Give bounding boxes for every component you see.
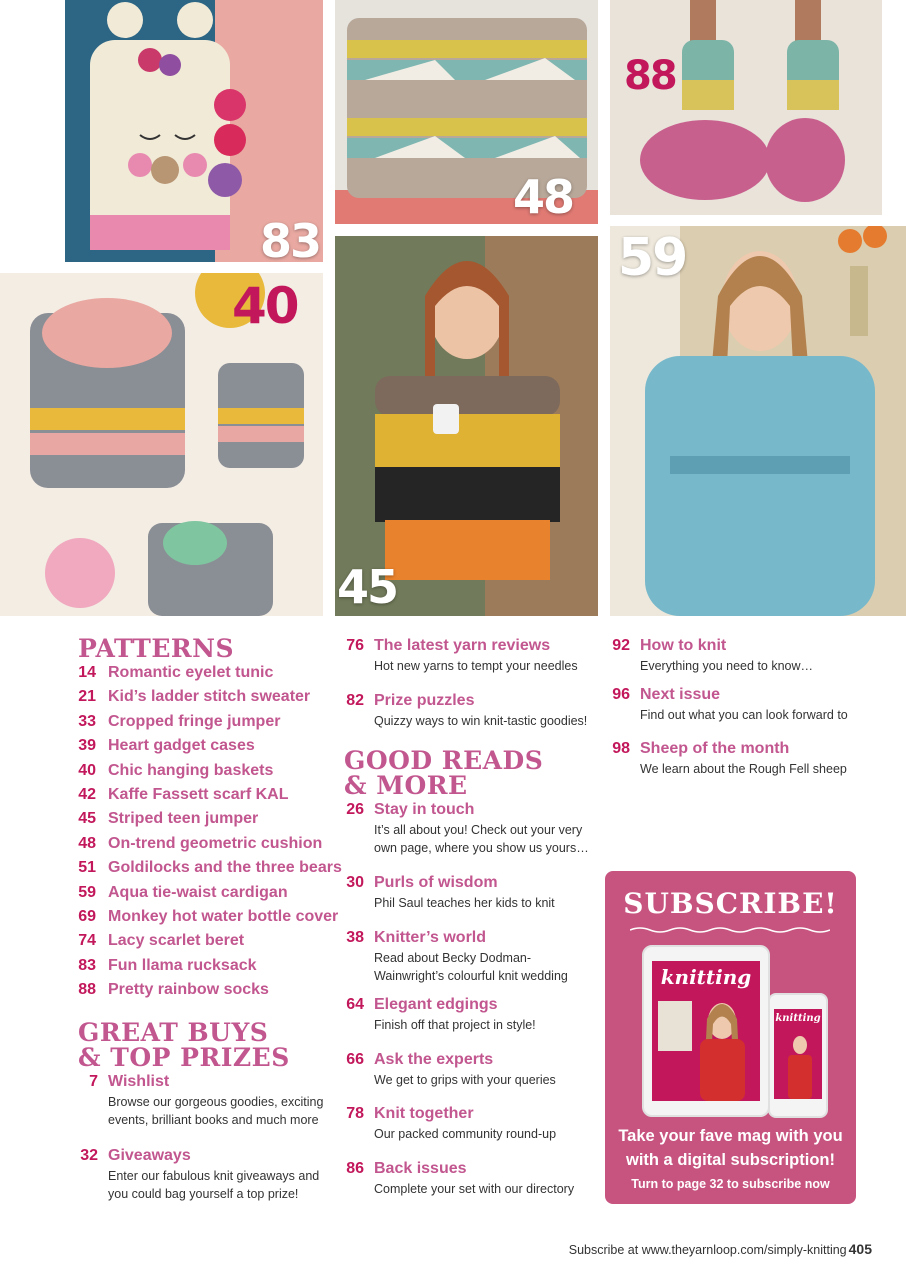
entry-title: Giveaways: [108, 1147, 191, 1164]
great-buys-heading: [78, 1020, 290, 1070]
page-number-badge: 48: [513, 170, 574, 224]
middle-entry[interactable]: [338, 692, 587, 730]
page-number-badge: 88: [624, 53, 676, 99]
entry-description: [374, 821, 589, 857]
entry-description-line: Browse our gorgeous goodies, exciting: [108, 1095, 324, 1109]
entry-title: Next issue: [640, 686, 721, 703]
entry-page-number: 76: [346, 637, 364, 654]
pattern-page-number: 45: [78, 810, 96, 828]
entry-description: [108, 1167, 319, 1203]
pattern-title: Lacy scarlet beret: [108, 932, 245, 950]
pattern-item[interactable]: [72, 810, 342, 834]
entry-page-number: 64: [346, 996, 364, 1013]
right-column-entry[interactable]: [604, 637, 813, 675]
entry-description-line: events, brilliant books and much more: [108, 1113, 319, 1127]
pattern-item[interactable]: [72, 688, 342, 712]
pattern-title: Pretty rainbow socks: [108, 981, 269, 999]
entry-title: How to knit: [640, 637, 727, 654]
great-buys-entry[interactable]: [72, 1073, 323, 1129]
pattern-page-number: 74: [78, 932, 96, 950]
photo-hanging-baskets: [0, 273, 323, 616]
entry-page-number: 98: [612, 740, 630, 757]
entry-description: [108, 1093, 323, 1129]
pattern-page-number: 88: [78, 981, 96, 999]
entry-title: Sheep of the month: [640, 740, 790, 757]
pattern-title: Fun llama rucksack: [108, 956, 257, 974]
phone-screen: [774, 1009, 822, 1099]
pattern-title: Aqua tie-waist cardigan: [108, 883, 288, 901]
entry-page-number: 32: [80, 1147, 98, 1164]
entry-page-number: 66: [346, 1051, 364, 1068]
right-column-entry[interactable]: [604, 740, 847, 778]
pattern-page-number: 48: [78, 834, 96, 852]
pattern-item[interactable]: [72, 786, 342, 810]
entry-description-line: It’s all about you! Check out your very: [374, 823, 583, 837]
pattern-item[interactable]: [72, 884, 342, 908]
entry-title: Stay in touch: [374, 801, 475, 818]
entry-description-line: Read about Becky Dodman-: [374, 951, 532, 965]
photo-llama-rucksack: [65, 0, 323, 262]
page-footer: [569, 1241, 872, 1257]
great-buys-heading-line1: GREAT BUYS: [78, 1018, 269, 1047]
entry-page-number: 26: [346, 801, 364, 818]
pattern-item[interactable]: [72, 957, 342, 981]
entry-description: Hot new yarns to tempt your needles: [374, 659, 578, 673]
good-reads-entry[interactable]: [338, 1051, 556, 1089]
entry-page-number: 38: [346, 929, 364, 946]
entry-title: Back issues: [374, 1160, 467, 1177]
pattern-title: Kid’s ladder stitch sweater: [108, 688, 311, 706]
tablet-screen: [652, 961, 760, 1101]
pattern-item[interactable]: [72, 835, 342, 859]
right-column-entry[interactable]: [604, 686, 848, 724]
page-number-badge: 45: [337, 560, 398, 614]
magazine-cover-title: knitting: [660, 965, 752, 989]
pattern-item[interactable]: [72, 932, 342, 956]
pattern-title: Romantic eyelet tunic: [108, 664, 274, 681]
great-buys-heading-line2: & TOP PRIZES: [78, 1043, 290, 1072]
pattern-title: Goldilocks and the three bears: [108, 859, 342, 877]
good-reads-entry[interactable]: [338, 801, 589, 857]
entry-description: [374, 894, 555, 912]
pattern-page-number: 42: [78, 785, 96, 803]
subscribe-title: SUBSCRIBE!: [623, 887, 838, 920]
entry-description: [374, 949, 568, 985]
photo-aqua-cardigan: [610, 226, 906, 616]
pattern-item[interactable]: [72, 981, 342, 1005]
jumper-illustration: [335, 236, 598, 616]
entry-description-line: Enter our fabulous knit giveaways and: [108, 1169, 320, 1183]
patterns-heading: PATTERNS: [78, 634, 235, 663]
middle-entry[interactable]: [338, 637, 578, 675]
magazine-cover-art: [774, 1009, 822, 1099]
entry-page-number: 30: [346, 874, 364, 891]
entry-description: [374, 1016, 536, 1034]
pattern-item[interactable]: [72, 664, 342, 688]
entry-description-line: you could bag yourself a top prize!: [108, 1187, 299, 1201]
entry-description: Find out what you can look forward to: [640, 708, 848, 722]
pattern-title: On-trend geometric cushion: [108, 834, 323, 852]
entry-title: Elegant edgings: [374, 996, 498, 1013]
subscribe-tagline-line1: Take your fave mag with you: [618, 1127, 843, 1145]
subscribe-cta[interactable]: Turn to page 32 to subscribe now: [631, 1177, 830, 1191]
entry-page-number: 78: [346, 1105, 364, 1122]
good-reads-entry[interactable]: [338, 996, 536, 1034]
entry-description-line: own page, where you show us yours…: [374, 841, 589, 855]
pattern-page-number: 59: [78, 883, 96, 901]
tablet-device-image: [642, 945, 770, 1117]
entry-description: [374, 1180, 574, 1198]
entry-description: [374, 1071, 556, 1089]
photo-striped-teen-jumper: [335, 236, 598, 616]
entry-description-line: We get to grips with your queries: [374, 1073, 556, 1087]
photo-geometric-cushion: [335, 0, 598, 224]
pattern-item[interactable]: [72, 859, 342, 883]
patterns-list: [72, 664, 342, 1005]
footer-subscribe-link[interactable]: Subscribe at www.theyarnloop.com/simply-knitting: [568, 1243, 847, 1257]
entry-page-number: 96: [612, 686, 630, 703]
entry-description: Quizzy ways to win knit-tastic goodies!: [374, 714, 588, 728]
pattern-item[interactable]: [72, 713, 342, 737]
pattern-title: Chic hanging baskets: [108, 761, 274, 779]
good-reads-heading-line1: GOOD READS: [344, 746, 544, 775]
entry-title: Prize puzzles: [374, 692, 475, 709]
pattern-page-number: 69: [78, 907, 96, 925]
decorative-swirl-icon: [630, 926, 830, 934]
good-reads-entry[interactable]: [338, 1160, 574, 1198]
entry-page-number: 7: [89, 1073, 98, 1090]
pattern-page-number: 33: [78, 712, 96, 730]
pattern-title: Striped teen jumper: [108, 810, 259, 828]
pattern-title: Kaffe Fassett scarf KAL: [108, 785, 289, 803]
pattern-item[interactable]: [72, 908, 342, 932]
socks-illustration: [610, 0, 882, 215]
page-number-badge: 59: [618, 228, 687, 288]
entry-title: Wishlist: [108, 1073, 170, 1090]
entry-title: Knit together: [374, 1105, 474, 1122]
entry-page-number: 82: [346, 692, 364, 709]
pattern-page-number: 40: [78, 761, 96, 779]
pattern-page-number: 83: [78, 956, 96, 974]
entry-description-line: Our packed community round-up: [374, 1127, 557, 1141]
entry-title: Purls of wisdom: [374, 874, 498, 891]
good-reads-entry[interactable]: [338, 1105, 556, 1143]
entry-description: We learn about the Rough Fell sheep: [640, 762, 847, 776]
pattern-item[interactable]: [72, 762, 342, 786]
great-buys-entry[interactable]: [72, 1147, 319, 1203]
pattern-page-number: 21: [78, 688, 96, 706]
entry-title: Knitter’s world: [374, 929, 487, 946]
entry-description-line: Finish off that project in style!: [374, 1018, 536, 1032]
good-reads-entry[interactable]: [338, 874, 555, 912]
pattern-title: Heart gadget cases: [108, 737, 255, 755]
page-number-badge: 83: [260, 214, 321, 262]
phone-device-image: [768, 993, 828, 1118]
photo-rainbow-socks: [610, 0, 882, 215]
good-reads-heading-line2: & MORE: [344, 771, 468, 800]
pattern-title: Monkey hot water bottle cover: [108, 907, 339, 925]
subscribe-panel[interactable]: [605, 871, 856, 1204]
entry-description-line: Phil Saul teaches her kids to knit: [374, 896, 555, 910]
entry-description-line: Wainwright’s colourful knit wedding: [374, 969, 568, 983]
page-number-badge: 40: [232, 277, 298, 335]
folio-page-number: 405: [848, 1241, 872, 1257]
magazine-cover-title: knitting: [775, 1013, 821, 1024]
entry-description: [374, 1125, 556, 1143]
magazine-cover-art: [652, 961, 760, 1101]
pattern-page-number: 14: [78, 664, 96, 681]
pattern-title: Cropped fringe jumper: [108, 712, 281, 730]
pattern-page-number: 39: [78, 737, 96, 755]
entry-page-number: 92: [612, 637, 630, 654]
subscribe-tagline-line2: with a digital subscription!: [625, 1151, 835, 1169]
good-reads-heading: [344, 748, 543, 798]
entry-page-number: 86: [346, 1160, 364, 1177]
entry-description: Everything you need to know…: [640, 659, 814, 673]
pattern-page-number: 51: [78, 859, 96, 877]
entry-title: The latest yarn reviews: [374, 637, 551, 654]
good-reads-entry[interactable]: [338, 929, 568, 985]
entry-description-line: Complete your set with our directory: [374, 1182, 575, 1196]
entry-title: Ask the experts: [374, 1051, 494, 1068]
pattern-item[interactable]: [72, 737, 342, 761]
